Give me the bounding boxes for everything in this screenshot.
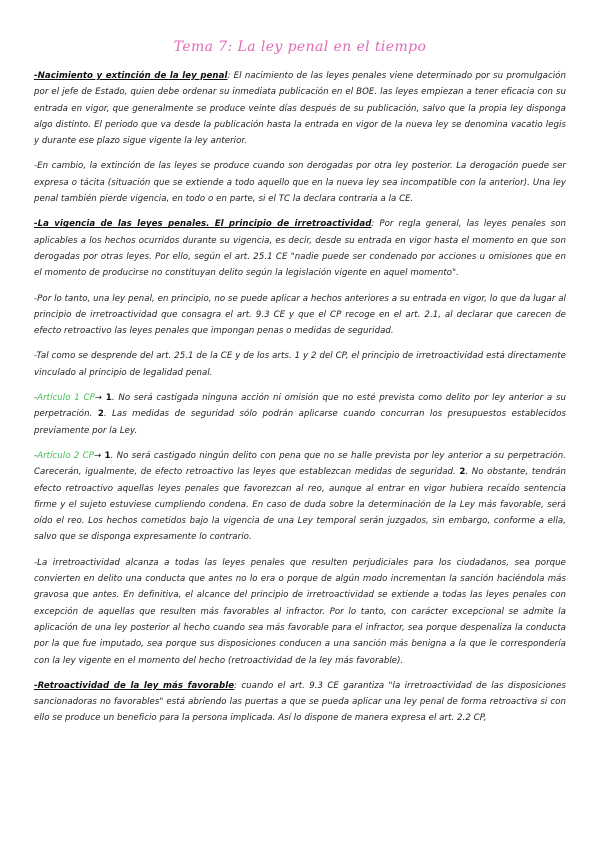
section-number: 1 (104, 450, 111, 461)
dash: - (34, 450, 38, 461)
paragraph-text: : cuando el art. 9.3 CE garantiza "la irretroactividad de las disposiciones sancionadoras no favorables" está abriendo las puertas a que se pueda aplicar una ley penal de forma retroactiva si con ello se produce un beneficio para la persona implicada. Así lo dispone de manera expresa el art. 2.2 CP, (34, 680, 566, 724)
paragraph-text: : El nacimiento de las leyes penales viene determinado por su promulgación por el jefe de Estado, quien debe ordenar su inmediata publicación en el BOE. las leyes empiezan a tener eficacia con su entrada en vigor, que generalmente se produce veinte días después de su publicación, salvo que la propia ley disponga algo distinto. El periodo que va desde la publicación hasta la entrada en vigor de la nueva ley se denomina vacatio legis y durante ese plazo sigue vigente la ley anterior. (34, 71, 566, 147)
paragraph-text: -Por lo tanto, una ley penal, en principio, no se puede aplicar a hechos anteriores a su entrada en vigor, lo que da lugar al principio de irretroactividad que consagra el art. 9.3 CE y que el CP recoge en el art. 2.1, al declarar que carecen de efecto retroactivo las leyes penales que impongan penas o medidas de seguridad. (34, 293, 566, 337)
heading-nacimiento: -Nacimiento y extinción de la ley penal (34, 71, 228, 81)
heading-vigencia: -La vigencia de las leyes penales. El principio de irretroactividad (34, 219, 372, 230)
section-number: 2 (459, 467, 466, 478)
arrow-icon: → (94, 393, 103, 404)
section-number: 1 (105, 393, 112, 404)
section-text: . Las medidas de seguridad sólo podrán aplicarse cuando concurran los presupuestos establecidos previamente por la Ley. (34, 409, 566, 436)
arrow-icon: → (93, 450, 102, 461)
heading-retroactividad: -Retroactividad de la ley más favorable (34, 680, 235, 691)
paragraph-text: : Por regla general, las leyes penales son aplicables a los hechos ocurridos durante su vigencia, es decir, desde su entrada en vigor hasta el momento en que son derogadas por otras leyes. Por ello, según el art. 25.1 CE "nadie puede ser condenado por acciones u omisiones que en el momento de producirse no constituyan delito según la legislación vigente en aquel momento". (34, 219, 567, 279)
paragraph-extincion (34, 158, 566, 207)
paragraph-irretroactividad (34, 291, 566, 340)
article-1-label: Artículo 1 CP (37, 393, 95, 404)
paragraph-articulo-2 (34, 448, 566, 546)
paragraph-text: -En cambio, la extinción de las leyes se produce cuando son derogadas por otra ley posterior. La derogación puede ser expresa o tácita (situación que se extiende a todo aquello que en la nueva ley sea incompatible con la anterior). Una ley penal también pierde vigencia, en todo o en parte, si el TC la declara contraria a la CE. (34, 161, 566, 205)
section-text: . No obstante, tendrán efecto retroactivo aquellas leyes penales que favorezcan al reo, aunque al entrar en vigor hubiera recaído sentencia firme y el sujeto estuviese cumpliendo condena. En caso de duda sobre la determinación de la Ley más favorable, será oído el reo. Los hechos cometidos bajo la vigencia de una Ley temporal serán juzgados, sin embargo, conforme a ella, salvo que se disponga expresamente lo contrario. (34, 467, 566, 543)
paragraph-legalidad (34, 348, 566, 381)
page-title: Tema 7: La ley penal en el tiempo (173, 39, 427, 55)
paragraph-alcance (34, 555, 566, 669)
paragraph-nacimiento (34, 68, 566, 149)
paragraph-text: -La irretroactividad alcanza a todas las leyes penales que resulten perjudiciales para los ciudadanos, sea porque convierten en delito una conducta que antes no lo era o porque de algún modo incrementan la sanción haciéndola más gravosa que antes. En definitiva, el alcance del principio de irretroactividad se extiende a todas las leyes penales con excepción de aquellas que resulten más favorables al infractor. Por lo tanto, con carácter excepcional se admite la aplicación de una ley posterior al hecho cuando sea más favorable para el infractor, sea porque despenaliza la conducta por la que fue imputado, sea porque sus disposiciones conducen a una sanción más benigna a la que le correspondería con la ley vigente en el momento del hecho (retroactividad de la ley más favorable). (34, 557, 566, 666)
paragraph-text: -Tal como se desprende del art. 25.1 de la CE y de los arts. 1 y 2 del CP, el principio de irretroactividad está directamente vinculado al principio de legalidad penal. (34, 351, 566, 378)
paragraph-articulo-1 (34, 390, 566, 439)
section-text: . No será castigado ningún delito con pena que no se halle prevista por ley anterior a su perpetración. Carecerán, igualmente, de efecto retroactivo las leyes que establezcan medidas de seguridad. (34, 450, 566, 478)
paragraph-vigencia (34, 216, 566, 281)
dash: - (34, 393, 38, 404)
section-number: 2 (97, 409, 104, 420)
paragraph-retroactividad (34, 678, 566, 727)
article-2-label: Artículo 2 CP (37, 450, 94, 461)
section-text: . No será castigada ninguna acción ni omisión que no esté prevista como delito por ley anterior a su perpetración. (34, 393, 566, 420)
